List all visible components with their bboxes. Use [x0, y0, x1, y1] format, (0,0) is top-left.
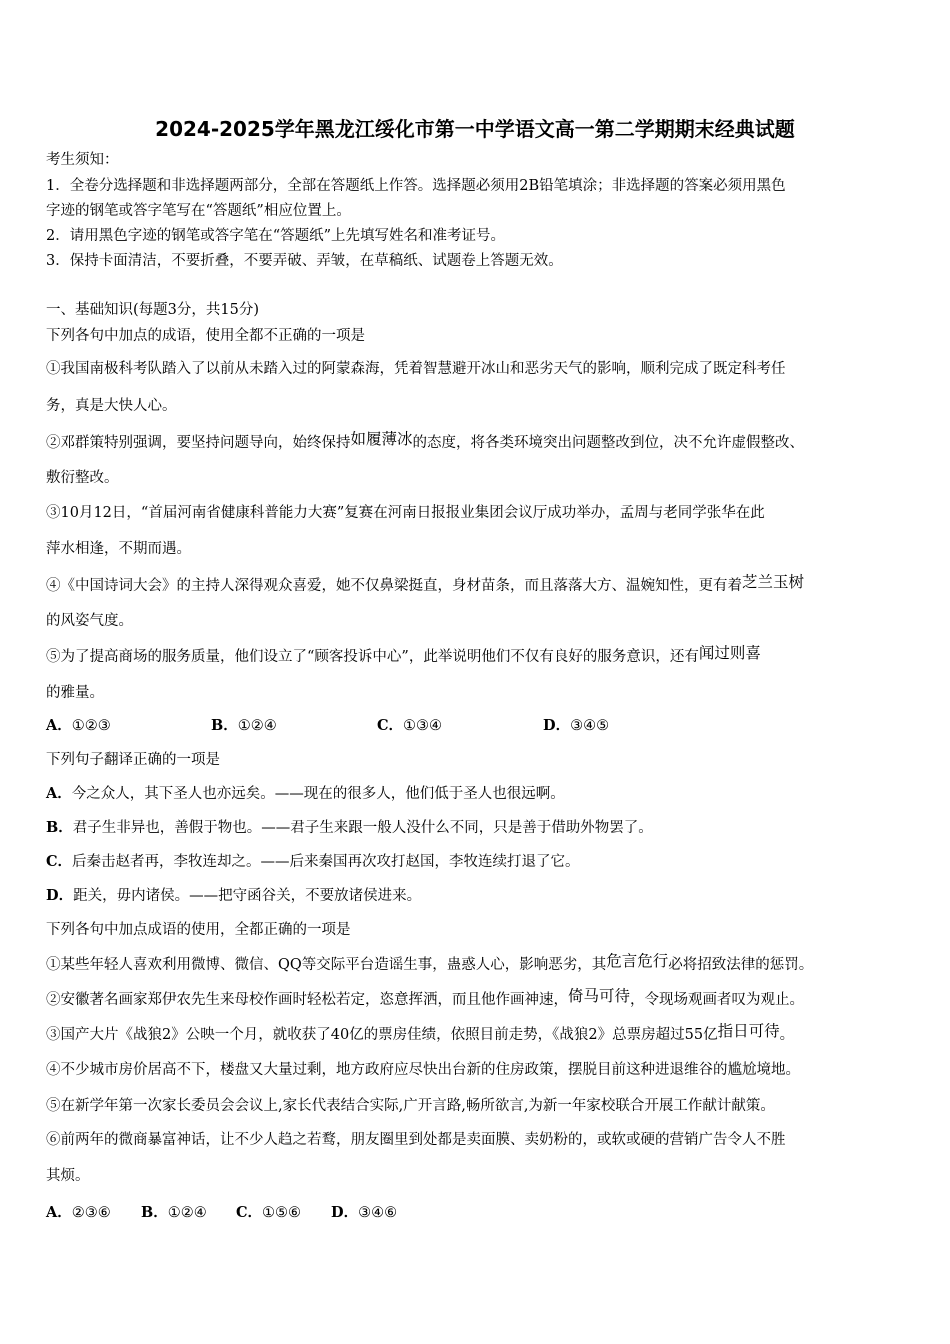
q2-option-a: A．今之众人，其下圣人也亦远矣。——现在的很多人，他们低于圣人也很远啊。 [46, 785, 565, 802]
q3-option-d: D．③④⑥ [331, 1204, 398, 1221]
q3-sentence-6: ⑥前两年的微商暴富神话，让不少人趋之若鹜，朋友圈里到处都是卖面膜、卖奶粉的，或软或硬的营销广告令人不胜 [46, 1132, 786, 1148]
q1-sentence-2-cont: 敷衍整改。 [46, 470, 119, 486]
q1-s4-idiom: 芝兰玉树 [742, 573, 805, 591]
q2-option-d: D．距关，毋内诸侯。——把守函谷关，不要放诸侯进来。 [46, 887, 422, 904]
q3-sentence-4: ④不少城市房价居高不下，楼盘又大量过剩，地方政府应尽快出台新的住房政策，摆脱目前这种进退维谷的尴尬境地。 [46, 1062, 800, 1078]
q3-sentence-2: ②安徽著名画家郑伊农先生来母校作画时轻松若定，恣意挥洒，而且他作画神速，倚马可待，令现场观画者叹为观止。 [46, 987, 805, 1008]
q1-sentence-4 [46, 575, 804, 596]
q3-option-b: B．①②④ [141, 1204, 207, 1221]
q3-option-c: C．①⑤⑥ [236, 1204, 302, 1221]
q3-sentence-1: ①某些年轻人喜欢利用微博、微信、QQ等交际平台造谣生事，蛊惑人心，影响恶劣，其危言危行必将招致法律的惩罚。 [46, 952, 814, 973]
q1-sentence-2 [46, 432, 804, 453]
q1-s2-post: 的态度，将各类环境突出问题整改到位，决不允许虚假整改、 [412, 435, 805, 451]
exam-title [0, 113, 950, 142]
q3-option-a: A．②③⑥ [46, 1204, 111, 1221]
q1-s5-pre: ⑤为了提高商场的服务质量，他们设立了“顾客投诉中心”，此举说明他们不仅有良好的服务意识，还有 [46, 649, 699, 665]
q2-option-b: B．君子生非异也，善假于物也。——君子生来跟一般人没什么不同，只是善于借助外物罢了。 [46, 819, 653, 836]
q1-sentence-5 [46, 646, 761, 667]
q1-option-b: B．①②④ [211, 717, 277, 734]
q1-s2-pre: ②邓群策特别强调，要坚持问题导向，始终保持 [46, 435, 351, 451]
q1-sentence-5-cont: 的雅量。 [46, 685, 104, 701]
notice-item-1-cont: 字迹的钢笔或答字笔写在“答题纸”相应位置上。 [46, 203, 351, 219]
q3-stem: 下列各句中加点成语的使用，全都正确的一项是 [46, 922, 351, 938]
q1-sentence-1: ①我国南极科考队踏入了以前从未踏入过的阿蒙森海，凭着智慧避开冰山和恶劣天气的影响，顺利完成了既定科考任 [46, 361, 786, 377]
q1-sentence-1-cont: 务，真是大快人心。 [46, 398, 177, 414]
q3-sentence-3: ③国产大片《战狼2》公映一个月，就收获了40亿的票房佳绩，依照目前走势，《战狼2》总票房超过55亿指日可待。 [46, 1022, 795, 1043]
q3-s1-idiom: 危言危行 [606, 952, 669, 970]
q2-stem: 下列句子翻译正确的一项是 [46, 752, 220, 768]
q1-option-d: D．③④⑤ [543, 717, 610, 734]
q1-sentence-4-cont: 的风姿气度。 [46, 613, 133, 629]
section-heading: 一、基础知识(每题3分，共15分) [46, 302, 259, 318]
q1-s4-pre: ④《中国诗词大会》的主持人深得观众喜爱，她不仅鼻梁挺直，身材苗条，而且落落大方、温婉知性，更有着 [46, 578, 742, 594]
q1-s5-idiom: 闻过则喜 [698, 644, 761, 662]
notice-item-1: 1．全卷分选择题和非选择题两部分，全部在答题纸上作答。选择题必须用2B铅笔填涂；非选择题的答案必须用黑色 [46, 178, 786, 194]
exam-title-text: 2024-2025学年黑龙江绥化市第一中学语文高一第二学期期末经典试题 [155, 117, 795, 141]
q3-sentence-6-cont: 其烦。 [46, 1168, 90, 1184]
q1-option-a: A．①②③ [46, 717, 111, 734]
q1-option-c: C．①③④ [377, 717, 443, 734]
notice-item-2: 2．请用黑色字迹的钢笔或答字笔在“答题纸”上先填写姓名和准考证号。 [46, 228, 506, 244]
q1-stem: 下列各句中加点的成语，使用全都不正确的一项是 [46, 328, 365, 344]
q2-option-c: C．后秦击赵者再，李牧连却之。——后来秦国再次攻打赵国，李牧连续打退了它。 [46, 853, 580, 870]
notice-item-3: 3．保持卡面清洁，不要折叠，不要弄破、弄皱，在草稿纸、试题卷上答题无效。 [46, 253, 563, 269]
q3-s2-idiom: 倚马可待 [568, 987, 631, 1005]
notice-heading: 考生须知： [46, 152, 119, 168]
q3-sentence-5: ⑤在新学年第一次家长委员会会议上,家长代表结合实际,广开言路,畅所欲言,为新一年家校联合开展工作献计献策。 [46, 1098, 775, 1114]
q1-s2-idiom: 如履薄冰 [350, 430, 413, 448]
q3-s3-idiom: 指日可待 [717, 1022, 780, 1040]
q1-sentence-3: ③10月12日，“首届河南省健康科普能力大赛”复赛在河南日报报业集团会议厅成功举办，孟周与老同学张华在此 [46, 505, 765, 521]
q1-sentence-3-cont: 萍水相逢，不期而遇。 [46, 541, 191, 557]
